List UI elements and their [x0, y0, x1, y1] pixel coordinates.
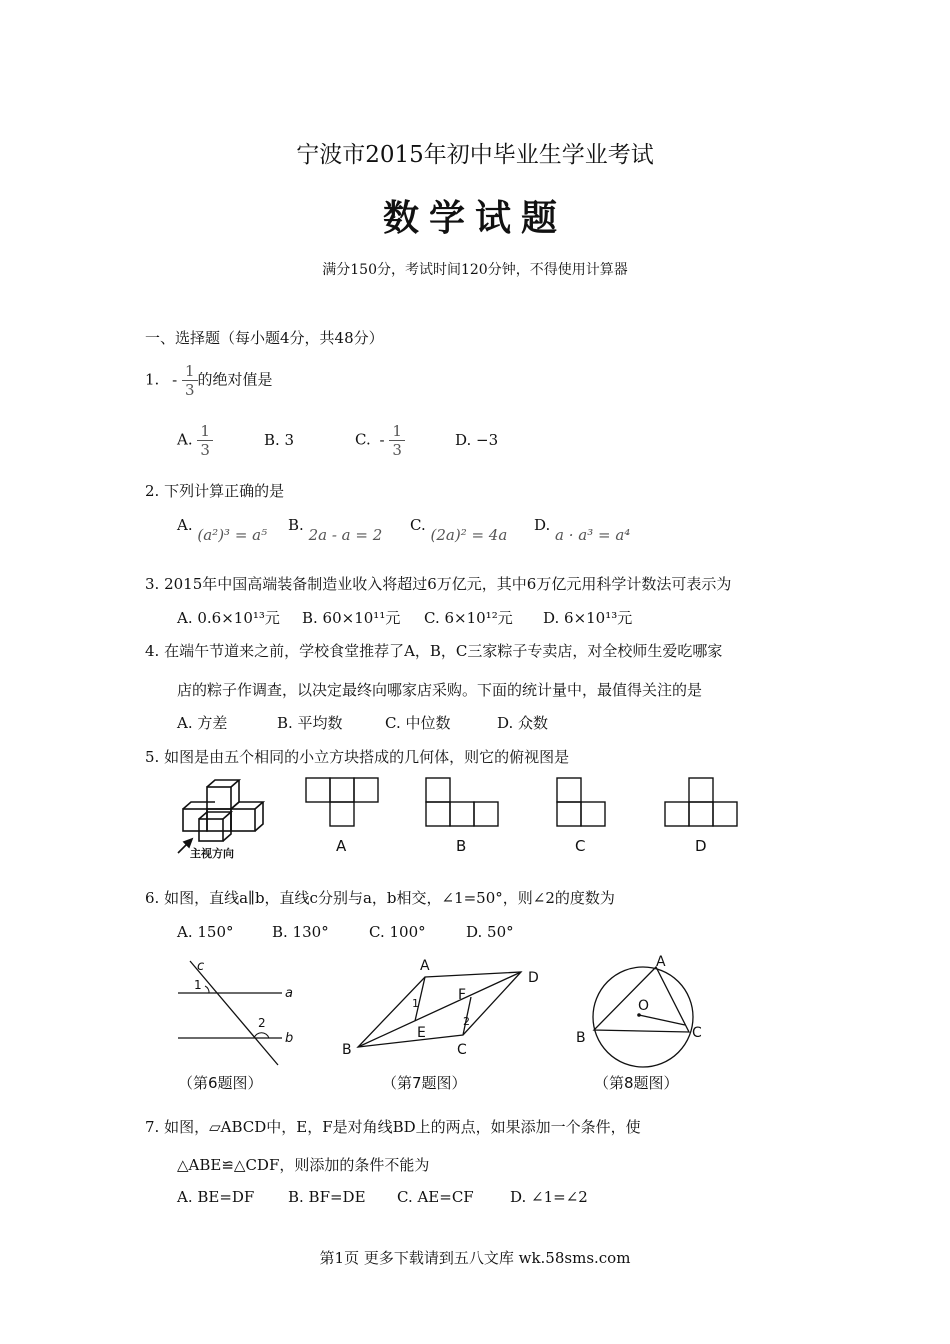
question-5-figure — [170, 775, 760, 865]
question-6-stem: 6. 如图，直线a∥b，直线c分别与a，b相交，∠1=50°，则∠2的度数为 — [145, 889, 615, 907]
question-4-option-a: A. 方差 — [177, 714, 228, 732]
question-1-stem — [145, 362, 273, 399]
fraction — [389, 422, 405, 459]
section-heading: 一、选择题（每小题4分，共48分） — [145, 329, 384, 347]
question-3-option-c: C. 6×10¹²元 — [424, 609, 513, 627]
question-2-option-d — [534, 516, 631, 544]
question-4-option-d: D. 众数 — [497, 714, 549, 732]
question-4-option-b: B. 平均数 — [277, 714, 343, 732]
question-1-option-a — [177, 422, 213, 459]
exam-note: 满分150分，考试时间120分钟，不得使用计算器 — [322, 262, 628, 278]
figure-7 — [338, 953, 558, 1098]
angle-1-label: 1 — [412, 997, 419, 1010]
center-o-label: O — [638, 998, 650, 1014]
question-3-option-d: D. 6×10¹³元 — [543, 609, 633, 627]
point-c-label: C — [692, 1025, 702, 1041]
math-expression: a · a³ = a⁴ — [555, 526, 631, 544]
line-b-label: b — [285, 1031, 294, 1046]
figure-6-caption: （第6题图） — [178, 1074, 263, 1092]
option-label: A. — [177, 516, 193, 534]
fraction-numerator: 1 — [389, 422, 405, 441]
question-6-option-b: B. 130° — [272, 923, 329, 941]
vertex-a-label: A — [420, 958, 430, 974]
question-7-option-d: D. ∠1=∠2 — [510, 1188, 588, 1206]
point-f-label: F — [458, 987, 467, 1003]
question-2-option-c — [410, 516, 508, 544]
math-expression: 2a - a = 2 — [308, 526, 383, 544]
option-d-label: D — [695, 837, 707, 855]
view-direction-label: 主视方向 — [190, 847, 234, 860]
option-a-label: A — [336, 837, 347, 855]
page-footer: 第1页 更多下载请到五八文库 wk.58sms.com — [319, 1249, 631, 1267]
point-b-label: B — [576, 1030, 586, 1046]
option-label: C. — [355, 430, 371, 449]
question-3-stem: 3. 2015年中国高端装备制造业收入将超过6万亿元，其中6万亿元用科学计数法可表示为 — [145, 575, 732, 593]
angle-2-label: 2 — [258, 1016, 266, 1030]
top-view-c — [557, 778, 605, 826]
figure-8 — [570, 945, 720, 1098]
top-view-b — [426, 778, 498, 826]
minus-sign: - — [379, 430, 385, 449]
math-expression: (2a)² = 4a — [430, 526, 508, 544]
fraction-denominator: 3 — [184, 381, 195, 399]
angle-2-label: 2 — [463, 1015, 470, 1028]
question-6-option-c: C. 100° — [369, 923, 426, 941]
vertex-d-label: D — [528, 970, 539, 986]
angle-1-label: 1 — [194, 978, 202, 992]
exam-title: 数学试题 — [382, 197, 567, 239]
top-view-d — [665, 778, 737, 826]
line-c-label: c — [197, 959, 205, 974]
question-3-option-b: B. 60×10¹¹元 — [302, 609, 401, 627]
fraction — [182, 362, 198, 399]
question-number: 1. — [145, 370, 160, 389]
figure-8-caption: （第8题图） — [594, 1074, 679, 1092]
point-a-label: A — [656, 954, 666, 970]
option-label: C. — [410, 516, 426, 534]
option-label: B. — [288, 516, 304, 534]
fraction-numerator: 1 — [197, 422, 213, 441]
question-2-option-a — [177, 516, 268, 544]
question-2-option-b — [288, 516, 383, 544]
figure-7-caption: （第7题图） — [382, 1074, 467, 1092]
question-1-option-b: B. 3 — [264, 431, 295, 449]
fraction — [197, 422, 213, 459]
vertex-c-label: C — [457, 1042, 467, 1058]
option-b-label: B — [456, 837, 467, 855]
question-4-stem-line2: 店的粽子作调查，以决定最终向哪家店采购。下面的统计量中，最值得关注的是 — [177, 681, 703, 699]
option-label: A. — [177, 430, 193, 449]
cube-solid — [178, 780, 263, 853]
point-e-label: E — [417, 1025, 426, 1041]
question-7-stem-line1: 7. 如图，▱ABCD中，E，F是对角线BD上的两点，如果添加一个条件，使 — [145, 1118, 641, 1136]
question-6-option-d: D. 50° — [466, 923, 514, 941]
question-5-stem: 5. 如图是由五个相同的小立方块搭成的几何体，则它的俯视图是 — [145, 748, 570, 766]
question-4-stem-line1: 4. 在端午节道来之前，学校食堂推荐了A，B，C三家粽子专卖店，对全校师生爱吃哪家 — [145, 642, 723, 660]
fraction-denominator: 3 — [392, 441, 402, 459]
fraction-numerator: 1 — [182, 362, 198, 381]
exam-subtitle: 宁波市2015年初中毕业生学业考试 — [296, 142, 654, 168]
question-1-option-d: D. −3 — [455, 431, 499, 449]
option-c-label: C — [575, 837, 586, 855]
question-7-stem-line2: △ABE≌△CDF，则添加的条件不能为 — [177, 1156, 430, 1174]
math-expression: (a²)³ = a⁵ — [197, 526, 268, 544]
line-a-label: a — [285, 986, 293, 1001]
figure-6 — [170, 953, 310, 1098]
fraction-denominator: 3 — [200, 441, 210, 459]
option-label: D. — [534, 516, 551, 534]
question-7-option-b: B. BF=DE — [288, 1188, 366, 1206]
question-3-option-a: A. 0.6×10¹³元 — [177, 609, 280, 627]
question-7-option-a: A. BE=DF — [177, 1188, 255, 1206]
top-view-a — [306, 778, 378, 826]
minus-sign: - — [172, 370, 178, 389]
question-text: 的绝对值是 — [197, 370, 273, 389]
question-7-option-c: C. AE=CF — [397, 1188, 474, 1206]
vertex-b-label: B — [342, 1042, 352, 1058]
question-1-option-c — [355, 422, 405, 459]
question-2-stem: 2. 下列计算正确的是 — [145, 482, 285, 500]
question-4-option-c: C. 中位数 — [385, 714, 451, 732]
question-6-option-a: A. 150° — [177, 923, 234, 941]
